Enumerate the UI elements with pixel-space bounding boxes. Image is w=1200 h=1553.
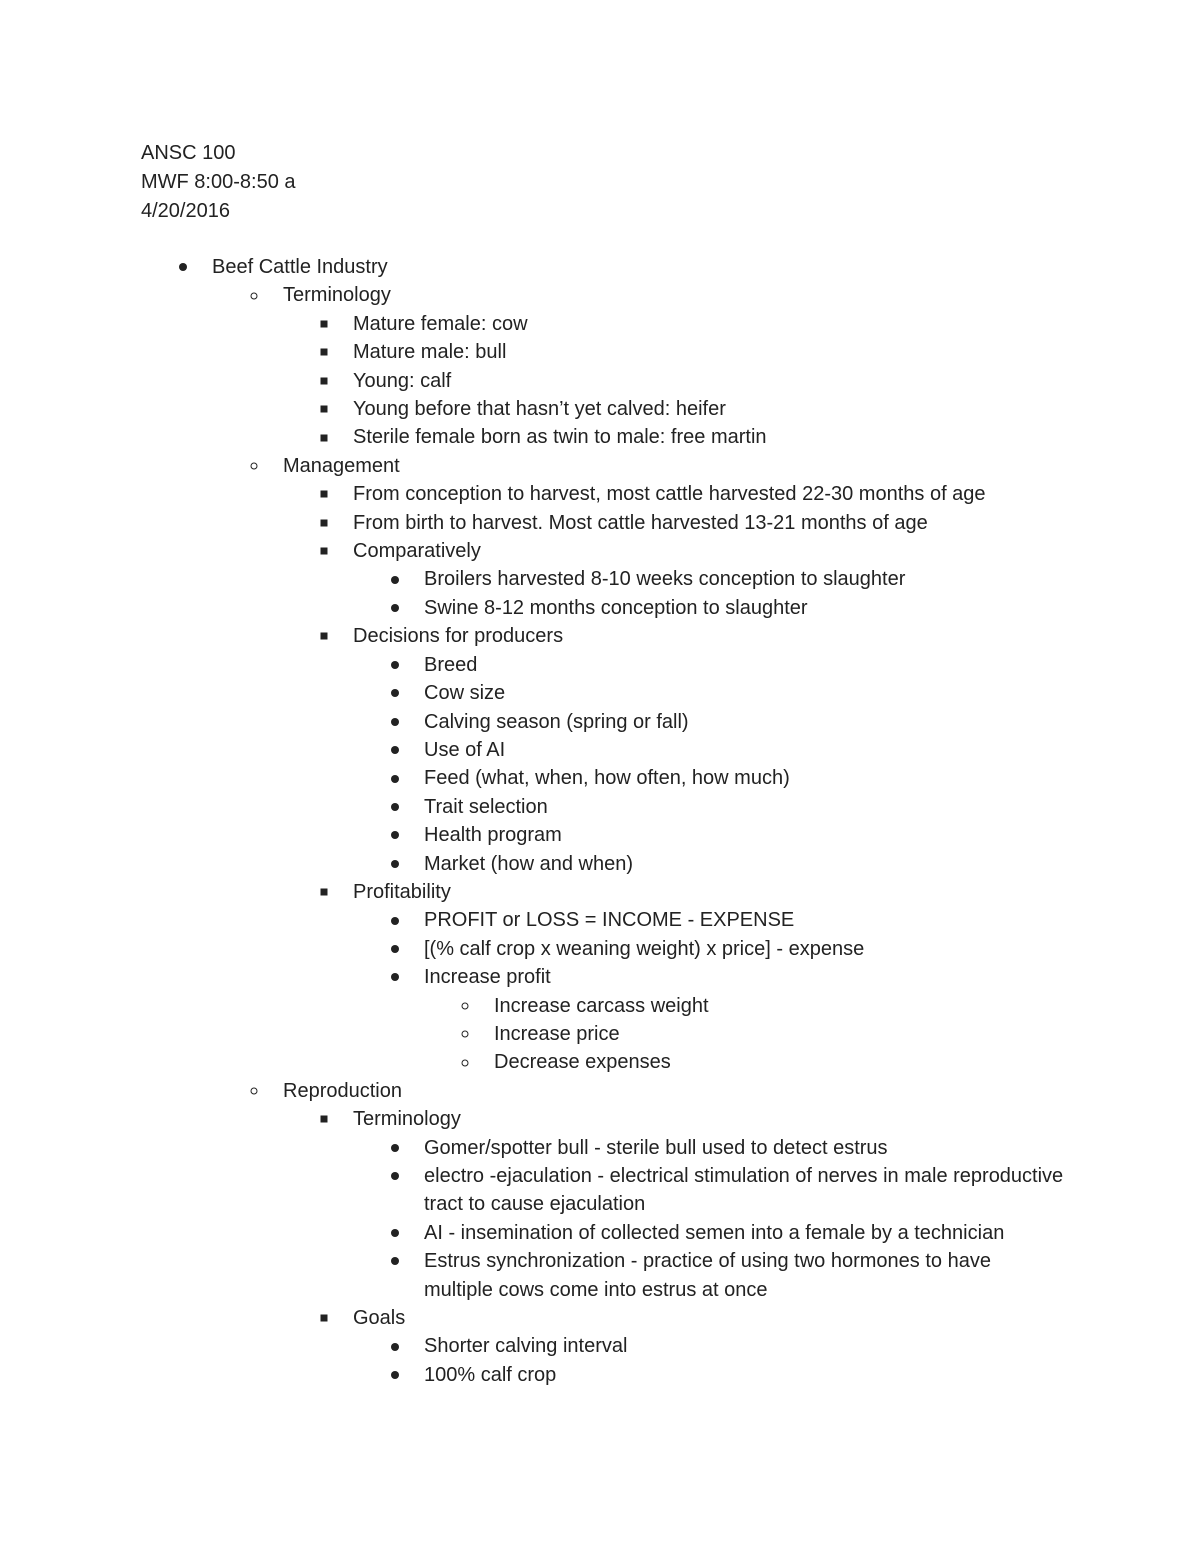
disc-bullet-icon — [388, 935, 402, 963]
square-bullet-icon — [317, 338, 331, 366]
list-item: Mature male: bull — [0, 338, 1200, 366]
list-item: From birth to harvest. Most cattle harvested 13-21 months of age — [0, 509, 1200, 537]
class-schedule: MWF 8:00-8:50 a — [141, 171, 296, 193]
disc-bullet-icon — [388, 850, 402, 878]
list-item: Decrease expenses — [0, 1048, 1200, 1076]
list-item: PROFIT or LOSS = INCOME - EXPENSE — [0, 906, 1064, 934]
list-item: Profitability — [0, 878, 1200, 906]
disc-bullet-icon — [388, 1247, 402, 1275]
list-item: Health program — [0, 821, 1064, 849]
course-code: ANSC 100 — [141, 142, 236, 164]
list-item: Shorter calving interval — [0, 1332, 1064, 1360]
disc-bullet-icon — [388, 1332, 402, 1360]
circle-bullet-icon — [458, 1020, 472, 1048]
list-item: Gomer/spotter bull - sterile bull used to detect estrus — [0, 1134, 1064, 1162]
disc-bullet-icon — [388, 679, 402, 707]
note-header — [141, 139, 296, 226]
square-bullet-icon — [317, 1304, 331, 1332]
disc-bullet-icon — [388, 963, 402, 991]
circle-bullet-icon — [458, 992, 472, 1020]
list-item: electro -ejaculation - electrical stimulation of nerves in male reproductive tract to cause ejaculation — [0, 1162, 1064, 1219]
outline-topic: Beef Cattle Industry — [212, 256, 388, 278]
list-item: Market (how and when) — [0, 850, 1064, 878]
circle-bullet-icon — [247, 1077, 261, 1105]
list-item: Increase profit — [0, 963, 1064, 991]
list-item: Decisions for producers — [0, 622, 1200, 650]
square-bullet-icon — [317, 509, 331, 537]
square-bullet-icon — [317, 480, 331, 508]
square-bullet-icon — [317, 423, 331, 451]
square-bullet-icon — [317, 395, 331, 423]
disc-bullet-icon — [388, 708, 402, 736]
square-bullet-icon — [317, 878, 331, 906]
section-title: Reproduction — [283, 1079, 402, 1102]
list-item: Calving season (spring or fall) — [0, 708, 1064, 736]
list-item: Broilers harvested 8-10 weeks conception to slaughter — [0, 565, 1064, 593]
list-item: Goals — [0, 1304, 1200, 1332]
disc-bullet-icon — [388, 565, 402, 593]
disc-bullet-icon — [388, 764, 402, 792]
outline-list — [0, 253, 1200, 1389]
disc-bullet-icon — [388, 821, 402, 849]
note-date: 4/20/2016 — [141, 200, 230, 222]
list-item: From conception to harvest, most cattle harvested 22-30 months of age — [0, 480, 1200, 508]
disc-bullet-icon — [388, 1361, 402, 1389]
list-item: Increase price — [0, 1020, 1200, 1048]
square-bullet-icon — [317, 622, 331, 650]
list-item: AI - insemination of collected semen into a female by a technician — [0, 1219, 1064, 1247]
disc-bullet-icon — [176, 253, 190, 281]
section-title: Terminology — [283, 284, 391, 307]
list-item: Sterile female born as twin to male: free martin — [0, 423, 1200, 451]
disc-bullet-icon — [388, 1219, 402, 1247]
disc-bullet-icon — [388, 651, 402, 679]
list-item: Estrus synchronization - practice of using two hormones to have multiple cows come into estrus at once — [0, 1247, 1064, 1304]
list-item: Comparatively — [0, 537, 1200, 565]
square-bullet-icon — [317, 1105, 331, 1133]
list-item: Terminology — [0, 1105, 1200, 1133]
list-item — [0, 452, 1200, 480]
list-item: Increase carcass weight — [0, 992, 1200, 1020]
disc-bullet-icon — [388, 1134, 402, 1162]
list-item — [0, 1077, 1200, 1105]
square-bullet-icon — [317, 537, 331, 565]
disc-bullet-icon — [388, 594, 402, 622]
circle-bullet-icon — [247, 452, 261, 480]
list-item: Cow size — [0, 679, 1064, 707]
disc-bullet-icon — [388, 1162, 402, 1190]
circle-bullet-icon — [247, 281, 261, 309]
disc-bullet-icon — [388, 736, 402, 764]
section-title: Management — [283, 454, 400, 477]
list-item: Breed — [0, 651, 1064, 679]
disc-bullet-icon — [388, 906, 402, 934]
list-item: Young: calf — [0, 367, 1200, 395]
list-item: Trait selection — [0, 793, 1064, 821]
disc-bullet-icon — [388, 793, 402, 821]
list-item: [(% calf crop x weaning weight) x price] - expense — [0, 935, 1064, 963]
list-item: Use of AI — [0, 736, 1064, 764]
list-item: 100% calf crop — [0, 1361, 1064, 1389]
square-bullet-icon — [317, 310, 331, 338]
circle-bullet-icon — [458, 1048, 472, 1076]
list-item: Young before that hasn’t yet calved: heifer — [0, 395, 1200, 423]
list-item — [0, 281, 1200, 309]
square-bullet-icon — [317, 367, 331, 395]
list-item: Mature female: cow — [0, 310, 1200, 338]
list-item: Swine 8-12 months conception to slaughter — [0, 594, 1064, 622]
list-item: Feed (what, when, how often, how much) — [0, 764, 1064, 792]
list-item — [0, 253, 1200, 281]
